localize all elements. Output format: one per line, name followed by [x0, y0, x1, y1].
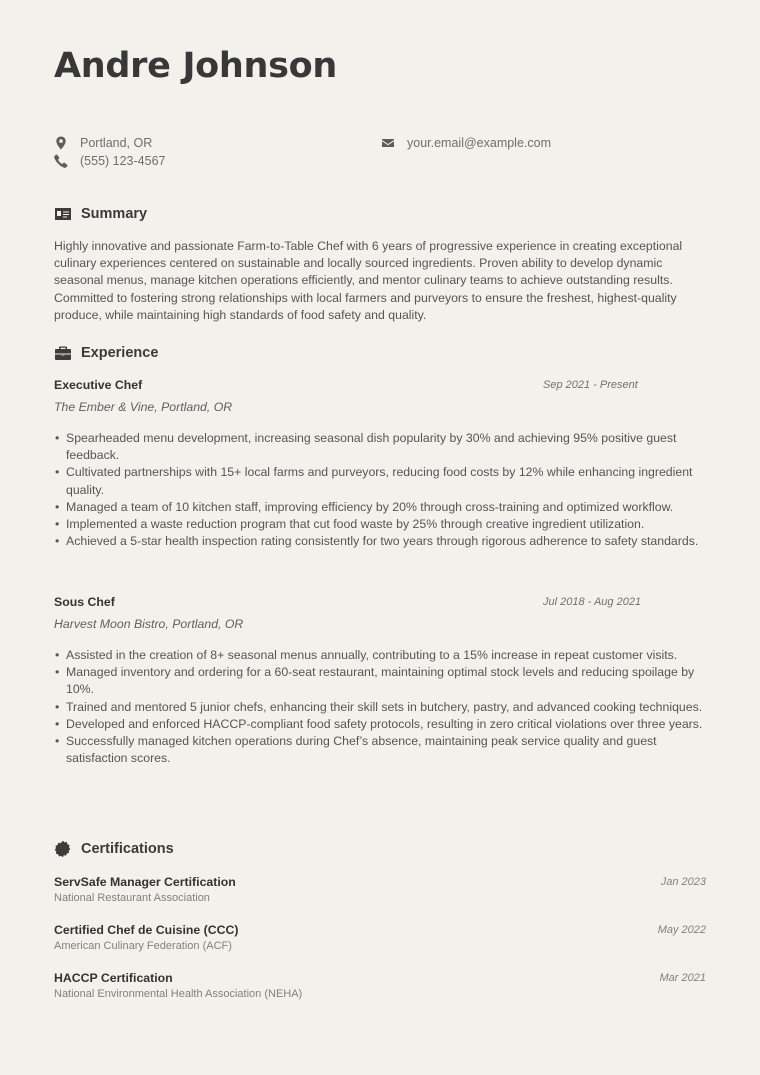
- job-bullet: • Implemented a waste reduction program that cut food waste by 25% through creative ingredient utilization.: [54, 516, 714, 533]
- job-bullet: • Assisted in the creation of 8+ seasonal menus annually, contributing to a 15% increase in repeat customer visits.: [54, 647, 714, 664]
- cert-date: Mar 2021: [659, 972, 706, 984]
- candidate-name: Andre Johnson: [54, 46, 338, 86]
- experience-heading-text: Experience: [81, 345, 159, 361]
- job-company: Harvest Moon Bistro, Portland, OR: [54, 617, 244, 631]
- cert-org: National Environmental Health Association (NEHA): [54, 988, 303, 1000]
- map-pin-icon: [54, 136, 68, 150]
- job-bullet: • Trained and mentored 5 junior chefs, enhancing their skill sets in butchery, pastry, and advanced cooking techniques.: [54, 699, 714, 716]
- job-bullet: • Achieved a 5-star health inspection rating consistently for two years through rigorous adherence to safety standards.: [54, 533, 714, 550]
- job-bullets: [54, 430, 714, 550]
- job-bullet: • Successfully managed kitchen operations during Chef’s absence, maintaining peak service quality and guest satisfaction scores.: [54, 733, 714, 767]
- cert-org: National Restaurant Association: [54, 892, 210, 904]
- cert-name: HACCP Certification: [54, 971, 173, 985]
- id-card-icon: [54, 205, 72, 223]
- email-text[interactable]: your.email@example.com: [407, 136, 551, 150]
- contact-email: [381, 136, 551, 150]
- contact-location: [54, 136, 152, 150]
- summary-text: Highly innovative and passionate Farm-to-Table Chef with 6 years of progressive experience in creating exceptional culinary experiences centered on sustainable and locally sourced ingredients. Proven ability to develop dynamic seasonal menus, manage kitchen operations efficiently, and mentor culinary teams to achieve outstanding results. Committed to fostering strong relationships with local farmers and purveyors to ensure the freshest, highest-quality produce, while maintaining high standards of food safety and quality.: [54, 239, 683, 322]
- badge-icon: [54, 840, 72, 858]
- job-dates: Sep 2021 - Present: [543, 379, 638, 391]
- job-title: Sous Chef: [54, 595, 115, 609]
- phone-text: (555) 123-4567: [80, 154, 166, 168]
- summary-heading: [54, 205, 147, 223]
- job-bullet: • Managed inventory and ordering for a 60-seat restaurant, maintaining optimal stock levels and reducing spoilage by 10%.: [54, 664, 714, 698]
- cert-name: ServSafe Manager Certification: [54, 875, 236, 889]
- envelope-icon: [381, 136, 395, 150]
- certifications-heading-text: Certifications: [81, 841, 174, 857]
- cert-name: Certified Chef de Cuisine (CCC): [54, 923, 239, 937]
- job-bullet: • Cultivated partnerships with 15+ local farms and purveyors, reducing food costs by 12% while enhancing ingredient quality.: [54, 464, 714, 498]
- phone-icon: [54, 154, 68, 168]
- cert-date: May 2022: [657, 924, 706, 936]
- briefcase-icon: [54, 344, 72, 362]
- experience-heading: [54, 344, 158, 362]
- job-dates: Jul 2018 - Aug 2021: [543, 596, 642, 608]
- job-title: Executive Chef: [54, 378, 143, 392]
- location-text: Portland, OR: [80, 136, 153, 150]
- cert-org: American Culinary Federation (ACF): [54, 940, 232, 952]
- cert-date: Jan 2023: [660, 876, 706, 888]
- job-bullet: • Managed a team of 10 kitchen staff, improving efficiency by 20% through cross-training and optimized workflow.: [54, 499, 714, 516]
- summary-heading-text: Summary: [81, 206, 148, 222]
- job-bullet: • Spearheaded menu development, increasing seasonal dish popularity by 30% and achieving 95% positive guest feedback.: [54, 430, 714, 464]
- job-company: The Ember & Vine, Portland, OR: [54, 400, 233, 414]
- job-bullet: • Developed and enforced HACCP-compliant food safety protocols, resulting in zero critical violations over three years.: [54, 716, 714, 733]
- job-bullets: [54, 647, 714, 767]
- contact-phone: [54, 154, 165, 168]
- certifications-heading: [54, 840, 174, 858]
